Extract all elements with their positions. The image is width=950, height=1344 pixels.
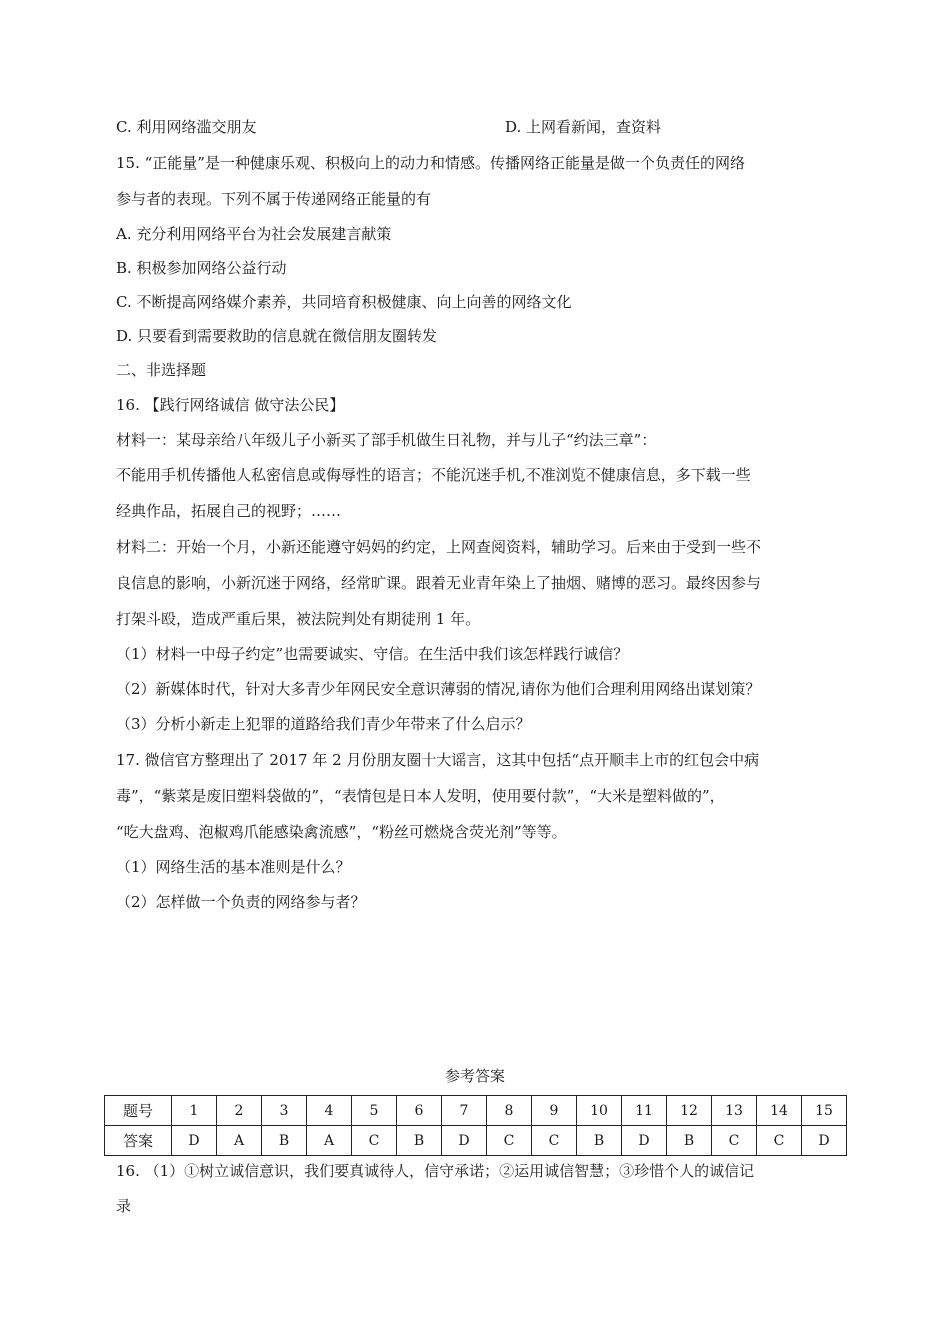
answer-number-cell: 4 [307, 1096, 352, 1126]
answer-number-cell: 1 [172, 1096, 217, 1126]
answer-value-cell: B [667, 1126, 712, 1156]
q15-option-a: A. 充分利用网络平台为社会发展建言献策 [116, 225, 392, 243]
q15-stem-line2: 参与者的表现。下列不属于传递网络正能量的有 [116, 190, 432, 208]
answer-value-cell: D [172, 1126, 217, 1156]
answer-value-cell: C [352, 1126, 397, 1156]
q16-question3: （3）分析小新走上犯罪的道路给我们青少年带来了什么启示？ [116, 715, 531, 733]
answer-value-cell: C [757, 1126, 802, 1156]
answer-value-cell: A [307, 1126, 352, 1156]
q16-material2-line2: 良信息的影响，小新沉迷于网络，经常旷课。跟着无业青年染上了抽烟、赌博的恶习。最终因参与 [116, 574, 762, 592]
answers-title: 参考答案 [444, 1067, 505, 1085]
answer-number-cell: 7 [442, 1096, 487, 1126]
answer-number-cell: 10 [577, 1096, 622, 1126]
q15-option-b: B. 积极参加网络公益行动 [116, 259, 287, 277]
answer-value-cell: D [802, 1126, 847, 1156]
q16-material1-line3: 经典作品，拓展自己的视野；…… [116, 502, 342, 520]
answer-value-cell: C [532, 1126, 577, 1156]
answer-number-cell: 5 [352, 1096, 397, 1126]
answer-number-cell: 3 [262, 1096, 307, 1126]
answer-number-cell: 12 [667, 1096, 712, 1126]
answer16-line2: 录 [116, 1197, 132, 1215]
q17-stem-line1: 17. 微信官方整理出了 2017 年 2 月份朋友圈十大谣言，这其中包括“点开顺丰上市的红包会中病 [116, 751, 760, 769]
option-d-prev: D. 上网看新闻，查资料 [505, 118, 662, 136]
answer16-line1: 16. （1）①树立诚信意识，我们要真诚待人，信守承诺；②运用诚信智慧；③珍惜个人的诚信记 [116, 1162, 755, 1180]
answers-table [104, 1095, 847, 1156]
row-label-number: 题号 [105, 1096, 172, 1126]
answer-number-cell: 15 [802, 1096, 847, 1126]
answer-value-cell: B [262, 1126, 307, 1156]
q16-material1-line1: 材料一：某母亲给八年级儿子小新买了部手机做生日礼物，并与儿子“约法三章”： [116, 431, 657, 449]
q16-material2-line3: 打架斗殴，造成严重后果，被法院判处有期徒刑 1 年。 [116, 610, 481, 628]
q16-question1: （1）材料一中母子约定”也需要诚实、守信。在生活中我们该怎样践行诚信？ [116, 645, 629, 663]
answer-number-cell: 8 [487, 1096, 532, 1126]
answer-value-cell: C [712, 1126, 757, 1156]
answer-value-cell: B [577, 1126, 622, 1156]
answer-value-cell: C [487, 1126, 532, 1156]
answer-number-cell: 13 [712, 1096, 757, 1126]
answer-number-cell: 14 [757, 1096, 802, 1126]
answer-number-cell: 11 [622, 1096, 667, 1126]
option-c-prev: C. 利用网络滥交朋友 D. 上网看新闻，查资料 [116, 118, 662, 136]
q16-question2: （2）新媒体时代，针对大多青少年网民安全意识薄弱的情况,请你为他们合理利用网络出谋划策？ [116, 680, 761, 698]
answer-number-cell: 2 [217, 1096, 262, 1126]
q17-question1: （1）网络生活的基本准则是什么？ [116, 858, 351, 876]
q15-option-d: D. 只要看到需要救助的信息就在微信朋友圈转发 [116, 327, 438, 345]
answer-value-cell: D [622, 1126, 667, 1156]
answer-value-cell: D [442, 1126, 487, 1156]
q15-stem-line1: 15. “正能量”是一种健康乐观、积极向上的动力和情感。传播网络正能量是做一个负责任的网络 [116, 154, 745, 172]
q16-material2-line1: 材料二：开始一个月，小新还能遵守妈妈的约定，上网查阅资料，辅助学习。后来由于受到一些不 [116, 538, 762, 556]
q16-title: 16. 【践行网络诚信 做守法公民】 [116, 396, 345, 414]
answers-row-numbers [105, 1096, 847, 1126]
q17-stem-line2: 毒”，“紫菜是废旧塑料袋做的”，“表情包是日本人发明，使用要付款”，“大米是塑料做的”， [116, 787, 725, 805]
answer-number-cell: 9 [532, 1096, 577, 1126]
q15-option-c: C. 不断提高网络媒介素养，共同培育积极健康、向上向善的网络文化 [116, 293, 572, 311]
answers-row-values [105, 1126, 847, 1156]
q17-stem-line3: “吃大盘鸡、泡椒鸡爪能感染禽流感”，“粉丝可燃烧含荧光剂”等等。 [116, 823, 567, 841]
answer-value-cell: B [397, 1126, 442, 1156]
answer-value-cell: A [217, 1126, 262, 1156]
row-label-answer: 答案 [105, 1126, 172, 1156]
answer-number-cell: 6 [397, 1096, 442, 1126]
section-heading: 二、非选择题 [116, 361, 207, 379]
q17-question2: （2）怎样做一个负责的网络参与者？ [116, 893, 366, 911]
q16-material1-line2: 不能用手机传播他人私密信息或侮辱性的语言；不能沉迷手机,不准浏览不健康信息，多下载一些 [116, 466, 751, 484]
